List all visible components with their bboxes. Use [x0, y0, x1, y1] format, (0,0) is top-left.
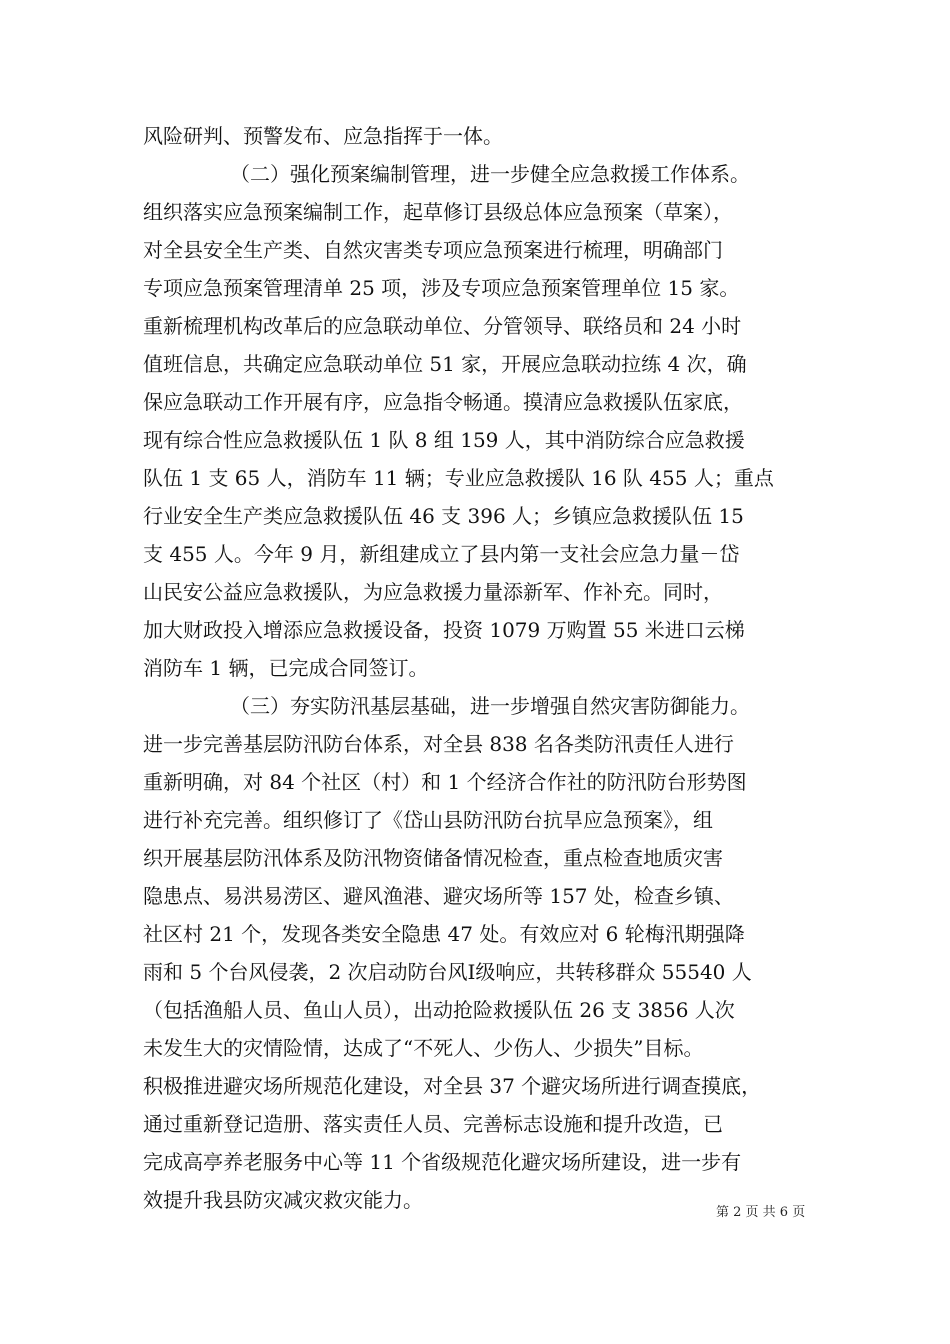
body-line: 重新梳理机构改革后的应急联动单位、分管领导、联络员和 24 小时	[143, 314, 742, 338]
body-line: 重新明确，对 84 个社区（村）和 1 个经济合作社的防汛防台形势图	[143, 770, 747, 794]
body-line: 社区村 21 个，发现各类安全隐患 47 处。有效应对 6 轮梅汛期强降	[143, 922, 745, 946]
body-line: 效提升我县防灾减灾救灾能力。	[143, 1188, 423, 1212]
body-line: 通过重新登记造册、落实责任人员、完善标志设施和提升改造，已	[143, 1112, 723, 1136]
body-line: 进行补充完善。组织修订了《岱山县防汛防台抗旱应急预案》，组	[143, 808, 713, 832]
body-line: 行业安全生产类应急救援队伍 46 支 396 人；乡镇应急救援队伍 15	[143, 504, 744, 528]
body-line: 支 455 人。今年 9 月，新组建成立了县内第一支社会应急力量－岱	[143, 542, 740, 566]
body-line: 对全县安全生产类、自然灾害类专项应急预案进行梳理，明确部门	[143, 238, 723, 262]
body-line: 完成高亭养老服务中心等 11 个省级规范化避灾场所建设，进一步有	[143, 1150, 742, 1174]
section-heading-3: （三）夯实防汛基层基础，进一步增强自然灾害防御能力。	[230, 694, 750, 718]
page-number-footer: 第 2 页 共 6 页	[716, 1205, 806, 1220]
body-line: 现有综合性应急救援队伍 1 队 8 组 159 人，其中消防综合应急救援	[143, 428, 745, 452]
body-line: 值班信息，共确定应急联动单位 51 家，开展应急联动拉练 4 次，确	[143, 352, 747, 376]
body-line: 雨和 5 个台风侵袭，2 次启动防台风Ⅰ级响应，共转移群众 55540 人	[143, 960, 752, 984]
body-line: 山民安公益应急救援队，为应急救援力量添新军、作补充。同时，	[143, 580, 723, 604]
body-line: （包括渔船人员、鱼山人员），出动抢险救援队伍 26 支 3856 人次	[143, 998, 735, 1022]
body-line: 进一步完善基层防汛防台体系，对全县 838 名各类防汛责任人进行	[143, 732, 734, 756]
section-heading-2: （二）强化预案编制管理，进一步健全应急救援工作体系。	[230, 162, 750, 186]
body-line: 积极推进避灾场所规范化建设，对全县 37 个避灾场所进行调查摸底，	[143, 1074, 762, 1098]
body-line: 风险研判、预警发布、应急指挥于一体。	[143, 124, 503, 148]
body-line: 织开展基层防汛体系及防汛物资储备情况检查，重点检查地质灾害	[143, 846, 723, 870]
body-line: 保应急联动工作开展有序，应急指令畅通。摸清应急救援队伍家底，	[143, 390, 743, 414]
body-line: 组织落实应急预案编制工作，起草修订县级总体应急预案（草案），	[143, 200, 733, 224]
body-line: 队伍 1 支 65 人，消防车 11 辆；专业应急救援队 16 队 455 人；重点	[143, 466, 774, 490]
body-line: 隐患点、易洪易涝区、避风渔港、避灾场所等 157 处，检查乡镇、	[143, 884, 734, 908]
body-line: 未发生大的灾情险情，达成了“不死人、少伤人、少损失”目标。	[143, 1036, 704, 1060]
body-line: 加大财政投入增添应急救援设备，投资 1079 万购置 55 米进口云梯	[143, 618, 745, 642]
body-line: 专项应急预案管理清单 25 项，涉及专项应急预案管理单位 15 家。	[143, 276, 740, 300]
body-line: 消防车 1 辆，已完成合同签订。	[143, 656, 429, 680]
